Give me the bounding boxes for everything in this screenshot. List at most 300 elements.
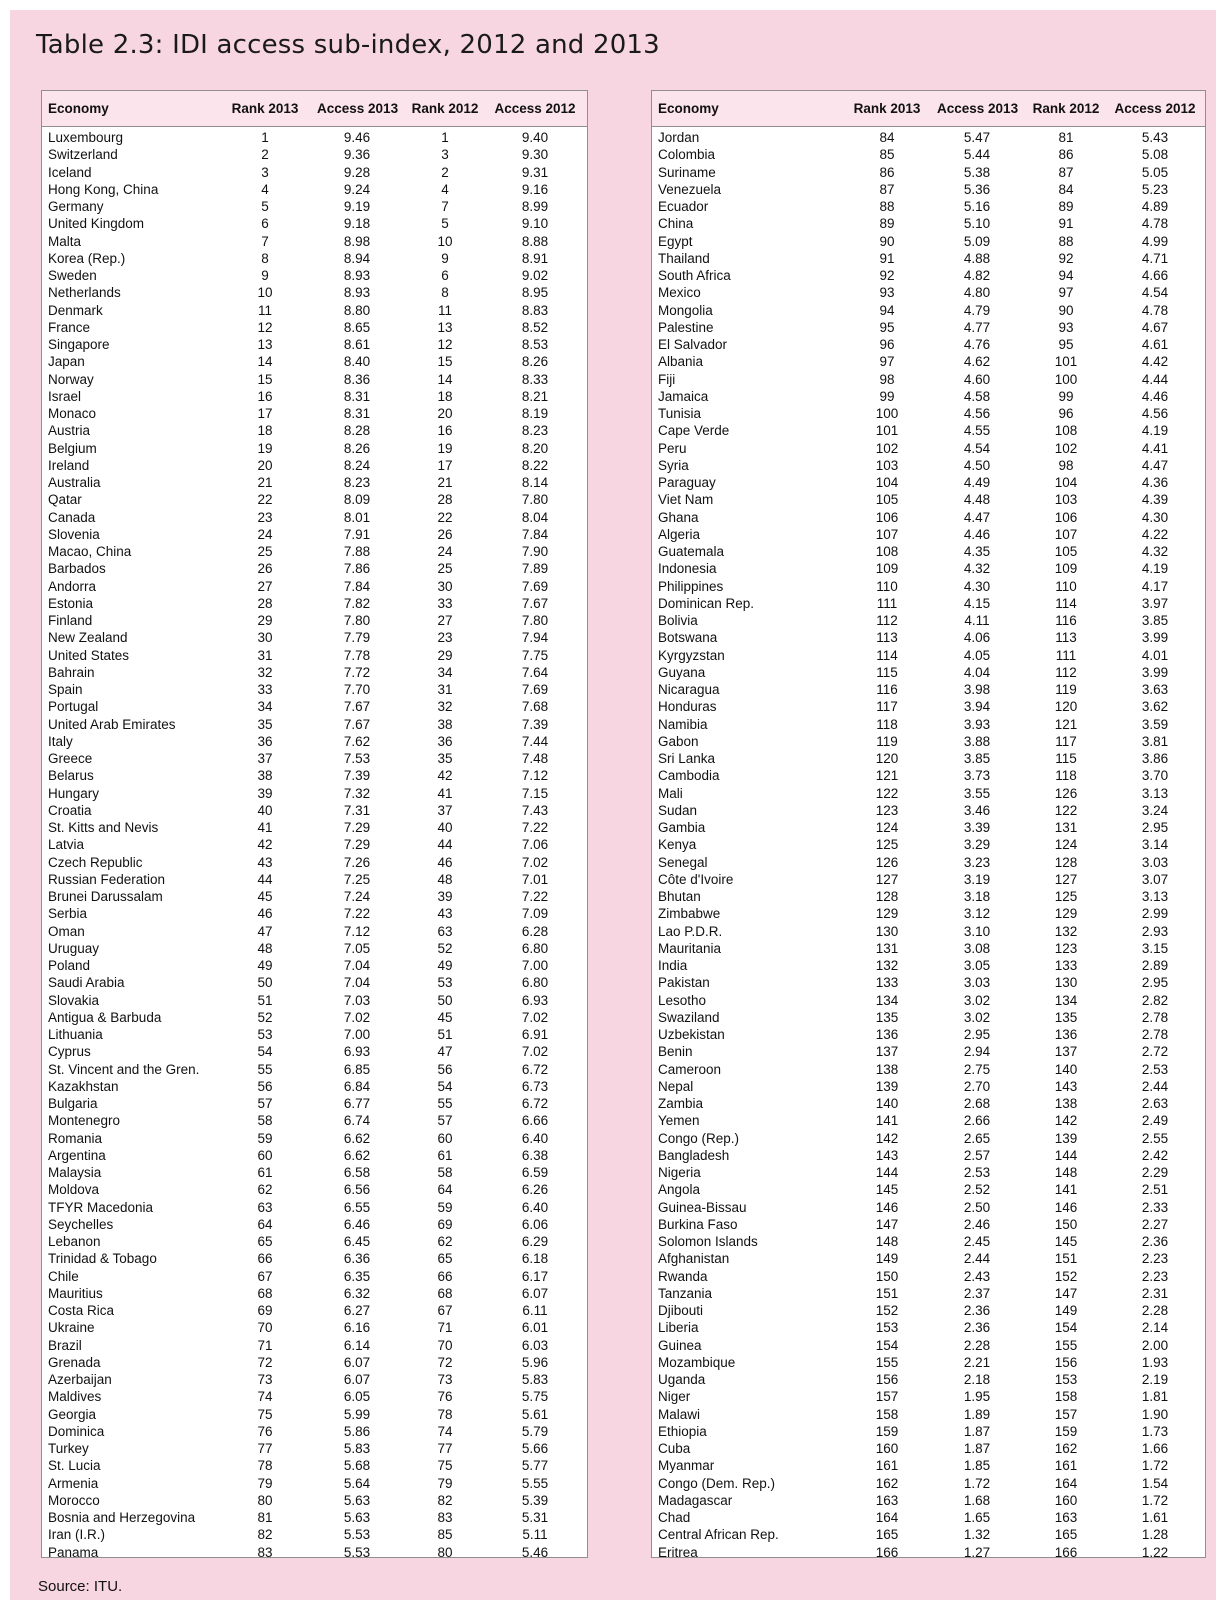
access-2012-cell: 7.15 [521, 785, 549, 801]
access-2013-cell: 4.32 [963, 561, 991, 577]
economy-cell: Bolivia [658, 613, 698, 628]
header-rank-2012: Rank 2012 [411, 101, 479, 116]
table-row [42, 250, 587, 267]
rank-2012-cell: 115 [1055, 751, 1077, 766]
access-2012-cell: 7.90 [521, 544, 549, 559]
access-2012-cell: 6.07 [521, 1285, 549, 1301]
access-2012-cell: 4.22 [1141, 526, 1169, 542]
access-2012-cell: 2.78 [1141, 1009, 1169, 1025]
rank-2012-cell: 132 [1054, 923, 1078, 939]
access-2012-cell: 3.62 [1141, 699, 1169, 715]
access-2013-cell: 8.36 [343, 371, 371, 387]
access-2012-cell: 4.54 [1141, 285, 1169, 301]
rank-2013-cell: 89 [879, 216, 895, 232]
economy-cell: Georgia [48, 1406, 97, 1422]
rank-2013-cell: 34 [257, 699, 273, 715]
economy-cell: Benin [658, 1044, 693, 1060]
economy-cell: Ecuador [658, 199, 709, 214]
table-row [42, 888, 587, 905]
access-2013-cell: 7.70 [343, 682, 371, 697]
access-2013-cell: 4.50 [963, 457, 991, 473]
table-row [42, 905, 587, 922]
rank-2012-cell: 12 [437, 337, 453, 352]
access-2013-cell: 9.36 [343, 147, 371, 163]
rank-2012-cell: 33 [437, 595, 453, 611]
rank-2012-cell: 61 [437, 1147, 453, 1163]
access-2013-cell: 4.49 [963, 475, 991, 490]
rank-2013-cell: 72 [257, 1354, 273, 1370]
access-2012-cell: 7.48 [521, 751, 549, 766]
economy-cell: Korea (Rep.) [48, 250, 126, 266]
table-row [42, 871, 587, 888]
economy-cell: Zambia [658, 1096, 704, 1111]
rank-2013-cell: 142 [875, 1130, 899, 1146]
table-row [42, 698, 587, 715]
access-2013-cell: 7.04 [343, 958, 371, 973]
rank-2012-cell: 125 [1054, 889, 1078, 904]
access-2012-cell: 3.03 [1141, 854, 1169, 870]
rank-2013-cell: 120 [875, 751, 899, 766]
access-2013-cell: 7.26 [343, 854, 371, 870]
rank-2012-cell: 84 [1058, 181, 1074, 197]
table-row [42, 319, 587, 336]
access-2012-cell: 8.99 [521, 199, 549, 214]
table-row [652, 233, 1205, 250]
economy-cell: Myanmar [658, 1458, 715, 1474]
economy-cell: Uganda [658, 1372, 706, 1387]
economy-cell: Botswana [658, 630, 718, 646]
rank-2013-cell: 2 [261, 147, 269, 163]
access-2012-cell: 8.83 [521, 302, 549, 318]
rank-2012-cell: 143 [1054, 1078, 1078, 1094]
economy-cell: Kazakhstan [48, 1078, 119, 1094]
access-2013-cell: 9.46 [343, 130, 371, 145]
source-note: Source: ITU. [38, 1578, 123, 1595]
table-row [652, 491, 1205, 508]
table-row [652, 819, 1205, 836]
access-2013-cell: 2.53 [963, 1165, 991, 1180]
table-row [42, 198, 587, 215]
table-row [652, 1268, 1205, 1285]
table-row [42, 836, 587, 853]
rank-2012-cell: 32 [437, 699, 453, 715]
access-2013-cell: 7.22 [343, 906, 371, 922]
access-2012-cell: 6.06 [521, 1216, 549, 1232]
left-table [41, 90, 588, 1558]
access-2012-cell: 6.59 [521, 1165, 549, 1180]
economy-cell: Mauritius [48, 1285, 103, 1301]
access-2013-cell: 6.45 [343, 1234, 371, 1249]
table-row [652, 215, 1205, 232]
access-2012-cell: 7.06 [521, 837, 549, 853]
rank-2013-cell: 106 [875, 509, 899, 525]
economy-cell: Sri Lanka [658, 751, 716, 766]
table-row [652, 716, 1205, 733]
rank-2012-cell: 134 [1054, 992, 1078, 1008]
table-row [42, 1250, 587, 1267]
access-2012-cell: 8.95 [521, 285, 549, 301]
economy-cell: Kyrgyzstan [658, 647, 725, 663]
header-access-2013: Access 2013 [937, 101, 1019, 116]
rank-2013-cell: 107 [875, 526, 899, 542]
economy-cell: Poland [48, 958, 91, 973]
access-2012-cell: 5.05 [1141, 164, 1169, 180]
rank-2013-cell: 62 [257, 1182, 273, 1198]
rank-2012-cell: 78 [437, 1406, 453, 1422]
economy-cell: Russian Federation [48, 871, 166, 887]
table-row [652, 543, 1205, 560]
rank-2013-cell: 104 [875, 475, 899, 490]
rank-2012-cell: 52 [437, 940, 453, 956]
access-2013-cell: 1.87 [963, 1441, 991, 1456]
access-2013-cell: 4.46 [963, 526, 991, 542]
access-2013-cell: 2.21 [963, 1354, 991, 1370]
rank-2012-cell: 105 [1054, 544, 1078, 559]
economy-cell: Japan [48, 354, 85, 370]
rank-2012-cell: 163 [1054, 1510, 1078, 1525]
rank-2013-cell: 54 [257, 1044, 273, 1060]
access-2013-cell: 6.62 [343, 1147, 371, 1163]
rank-2012-cell: 102 [1054, 440, 1078, 456]
rank-2012-cell: 97 [1058, 285, 1074, 301]
table-row [652, 1164, 1205, 1181]
access-2013-cell: 7.05 [343, 940, 371, 956]
access-2012-cell: 8.53 [521, 337, 549, 352]
economy-cell: Qatar [48, 492, 82, 508]
economy-cell: Indonesia [658, 561, 717, 577]
table-row [652, 905, 1205, 922]
rank-2012-cell: 166 [1054, 1544, 1078, 1560]
table-row [42, 388, 587, 405]
rank-2013-cell: 162 [875, 1475, 899, 1491]
access-2013-cell: 7.29 [343, 820, 371, 835]
access-2013-cell: 3.88 [963, 733, 991, 749]
rank-2012-cell: 103 [1054, 492, 1078, 508]
economy-cell: Bahrain [48, 664, 95, 680]
rank-2012-cell: 141 [1054, 1182, 1078, 1198]
table-row [42, 1061, 587, 1078]
rank-2013-cell: 116 [876, 682, 898, 697]
rank-2012-cell: 16 [437, 423, 453, 439]
economy-cell: Rwanda [658, 1268, 708, 1284]
economy-cell: Malawi [658, 1406, 701, 1422]
economy-cell: Lesotho [658, 992, 707, 1008]
table-row [42, 767, 587, 784]
rank-2013-cell: 161 [875, 1458, 899, 1474]
access-2012-cell: 5.46 [521, 1544, 549, 1560]
access-2013-cell: 3.12 [963, 906, 991, 922]
access-2012-cell: 4.30 [1141, 509, 1169, 525]
access-2013-cell: 9.28 [343, 164, 371, 180]
economy-cell: Cyprus [48, 1044, 91, 1060]
access-2013-cell: 4.79 [963, 302, 991, 318]
access-2013-cell: 3.29 [963, 837, 991, 853]
table-row [652, 457, 1205, 474]
rank-2012-cell: 9 [441, 250, 449, 266]
rank-2012-cell: 70 [437, 1337, 453, 1353]
access-2013-cell: 7.88 [343, 544, 371, 559]
access-2013-cell: 5.99 [343, 1406, 371, 1422]
rank-2012-cell: 106 [1054, 509, 1078, 525]
access-2012-cell: 7.44 [521, 733, 549, 749]
rank-2013-cell: 41 [257, 820, 273, 835]
right-table [651, 90, 1206, 1558]
rank-2013-cell: 10 [257, 285, 273, 301]
table-row [42, 716, 587, 733]
rank-2013-cell: 165 [875, 1527, 899, 1543]
economy-cell: Switzerland [48, 147, 118, 163]
table-row [652, 1112, 1205, 1129]
access-2012-cell: 7.75 [521, 647, 549, 663]
access-2012-cell: 6.80 [521, 940, 549, 956]
access-2013-cell: 1.27 [963, 1544, 991, 1560]
table-row [652, 267, 1205, 284]
rank-2013-cell: 151 [875, 1285, 899, 1301]
economy-cell: United States [48, 647, 130, 663]
table-row [652, 1388, 1205, 1405]
economy-cell: Palestine [658, 319, 714, 335]
access-2013-cell: 7.91 [343, 526, 371, 542]
header-access-2013: Access 2013 [317, 101, 399, 116]
economy-cell: Slovenia [48, 526, 100, 542]
access-2013-cell: 7.82 [343, 595, 371, 611]
rank-2012-cell: 76 [437, 1389, 453, 1405]
table-row [652, 647, 1205, 664]
economy-cell: Sweden [48, 268, 97, 283]
table-row [652, 923, 1205, 940]
economy-cell: China [658, 216, 694, 232]
access-2012-cell: 2.95 [1141, 975, 1169, 991]
rank-2012-cell: 43 [437, 906, 453, 922]
table-row [652, 992, 1205, 1009]
access-2013-cell: 7.12 [343, 923, 371, 939]
table-row [42, 1043, 587, 1060]
access-2012-cell: 4.71 [1141, 250, 1169, 266]
access-2013-cell: 3.02 [963, 992, 991, 1008]
economy-cell: Panama [48, 1544, 99, 1560]
access-2013-cell: 6.46 [343, 1216, 371, 1232]
rank-2013-cell: 29 [257, 613, 273, 628]
economy-cell: Hungary [48, 785, 100, 801]
table-row [652, 1492, 1205, 1509]
rank-2013-cell: 127 [875, 871, 899, 887]
rank-2012-cell: 152 [1054, 1268, 1078, 1284]
table-row [42, 1319, 587, 1336]
access-2012-cell: 4.44 [1141, 371, 1169, 387]
access-2013-cell: 6.36 [343, 1251, 371, 1267]
economy-cell: South Africa [658, 268, 731, 283]
access-2013-cell: 2.36 [963, 1303, 991, 1318]
access-2012-cell: 2.49 [1141, 1113, 1169, 1129]
rank-2012-cell: 10 [437, 233, 453, 249]
access-2012-cell: 3.13 [1141, 785, 1169, 801]
access-2013-cell: 7.32 [343, 785, 371, 801]
economy-cell: Hong Kong, China [48, 181, 159, 197]
access-2012-cell: 2.78 [1141, 1027, 1169, 1042]
table-row [652, 1095, 1205, 1112]
economy-cell: Côte d'Ivoire [658, 871, 734, 887]
rank-2013-cell: 110 [876, 578, 898, 594]
access-2012-cell: 2.63 [1141, 1096, 1169, 1111]
access-2012-cell: 1.72 [1141, 1458, 1169, 1474]
access-2013-cell: 2.45 [963, 1234, 991, 1249]
access-2012-cell: 8.20 [521, 440, 549, 456]
rank-2012-cell: 111 [1055, 647, 1077, 663]
rank-2012-cell: 11 [437, 302, 452, 318]
access-2012-cell: 3.85 [1141, 613, 1169, 628]
access-2012-cell: 2.42 [1141, 1147, 1169, 1163]
table-row [42, 750, 587, 767]
access-2013-cell: 8.23 [343, 475, 371, 490]
rank-2012-cell: 53 [437, 975, 453, 991]
access-2013-cell: 4.05 [963, 647, 991, 663]
access-2012-cell: 6.26 [521, 1182, 549, 1198]
rank-2012-cell: 54 [437, 1078, 453, 1094]
rank-2013-cell: 11 [257, 302, 272, 318]
access-2012-cell: 4.66 [1141, 268, 1169, 283]
rank-2012-cell: 156 [1054, 1354, 1078, 1370]
rank-2013-cell: 42 [257, 837, 273, 853]
rank-2013-cell: 158 [875, 1406, 899, 1422]
economy-cell: Central African Rep. [658, 1527, 779, 1543]
access-2013-cell: 6.14 [343, 1337, 371, 1353]
economy-cell: Mexico [658, 285, 701, 301]
rank-2013-cell: 86 [879, 164, 895, 180]
table-row [42, 940, 587, 957]
access-2013-cell: 2.65 [963, 1130, 991, 1146]
table-row [42, 1095, 587, 1112]
economy-cell: Jordan [658, 130, 700, 145]
table-row [652, 388, 1205, 405]
access-2012-cell: 4.89 [1141, 199, 1169, 214]
economy-cell: Estonia [48, 595, 94, 611]
economy-cell: Tunisia [658, 406, 702, 421]
rank-2012-cell: 119 [1055, 682, 1077, 697]
rank-2012-cell: 87 [1058, 164, 1074, 180]
access-2013-cell: 4.60 [963, 371, 991, 387]
economy-cell: Bangladesh [658, 1147, 730, 1163]
economy-cell: Latvia [48, 837, 85, 853]
table-row [652, 802, 1205, 819]
rank-2013-cell: 48 [257, 940, 273, 956]
access-2012-cell: 6.03 [521, 1337, 549, 1353]
access-2013-cell: 8.28 [343, 423, 371, 439]
table-row [42, 802, 587, 819]
access-2012-cell: 7.02 [521, 1009, 549, 1025]
rank-2012-cell: 85 [437, 1527, 453, 1543]
economy-cell: Viet Nam [658, 492, 714, 508]
rank-2012-cell: 83 [437, 1510, 453, 1525]
table-row [652, 1216, 1205, 1233]
rank-2013-cell: 97 [879, 354, 895, 370]
economy-cell: Syria [658, 457, 689, 473]
economy-cell: Algeria [658, 526, 701, 542]
rank-2012-cell: 37 [437, 802, 453, 818]
access-2012-cell: 3.07 [1141, 871, 1169, 887]
rank-2012-cell: 127 [1054, 871, 1078, 887]
rank-2012-cell: 98 [1058, 457, 1074, 473]
rank-2012-cell: 107 [1054, 526, 1078, 542]
rank-2013-cell: 112 [876, 613, 898, 628]
table-row [652, 129, 1205, 146]
access-2013-cell: 4.15 [963, 595, 991, 611]
economy-cell: Djibouti [658, 1303, 704, 1318]
access-2013-cell: 2.94 [963, 1044, 991, 1060]
rank-2013-cell: 119 [876, 733, 898, 749]
rank-2013-cell: 16 [257, 388, 273, 404]
access-2012-cell: 3.15 [1141, 940, 1169, 956]
economy-cell: Suriname [658, 164, 716, 180]
rank-2012-cell: 19 [437, 440, 453, 456]
table-row [652, 733, 1205, 750]
table-row [652, 422, 1205, 439]
rank-2012-cell: 46 [437, 854, 453, 870]
rank-2013-cell: 30 [257, 630, 273, 646]
access-2013-cell: 8.61 [343, 337, 371, 352]
access-2013-cell: 7.86 [343, 561, 371, 577]
access-2013-cell: 6.93 [343, 1044, 371, 1060]
rank-2012-cell: 50 [437, 992, 453, 1008]
table-row [42, 1544, 587, 1561]
access-2012-cell: 6.93 [521, 992, 549, 1008]
access-2013-cell: 8.98 [343, 233, 371, 249]
access-2012-cell: 3.59 [1141, 716, 1169, 732]
economy-cell: Chad [658, 1510, 691, 1525]
rank-2013-cell: 128 [875, 889, 899, 904]
access-2012-cell: 5.61 [521, 1406, 549, 1422]
rank-2013-cell: 117 [876, 699, 898, 715]
rank-2013-cell: 83 [257, 1544, 273, 1560]
access-2013-cell: 7.29 [343, 837, 371, 853]
table-row [652, 1078, 1205, 1095]
table-row [652, 1130, 1205, 1147]
rank-2013-cell: 91 [879, 250, 895, 266]
table-row [652, 405, 1205, 422]
header-economy: Economy [658, 101, 719, 116]
access-2012-cell: 4.56 [1141, 406, 1169, 421]
rank-2012-cell: 113 [1055, 630, 1077, 646]
access-2013-cell: 7.02 [343, 1009, 371, 1025]
economy-cell: Cape Verde [658, 423, 730, 439]
economy-cell: Turkey [48, 1441, 89, 1456]
access-2012-cell: 4.19 [1141, 423, 1169, 439]
rank-2012-cell: 56 [437, 1061, 453, 1077]
access-2012-cell: 3.63 [1141, 682, 1169, 697]
rank-2012-cell: 29 [437, 647, 453, 663]
rank-2012-cell: 114 [1055, 595, 1077, 611]
access-2013-cell: 3.18 [963, 889, 991, 904]
table-row [42, 1440, 587, 1457]
economy-cell: Mozambique [658, 1354, 736, 1370]
rank-2013-cell: 59 [257, 1130, 273, 1146]
economy-cell: Yemen [658, 1113, 700, 1129]
rank-2012-cell: 26 [437, 526, 453, 542]
rank-2013-cell: 33 [257, 682, 273, 697]
rank-2013-cell: 87 [879, 181, 895, 197]
economy-cell: Congo (Rep.) [658, 1130, 740, 1146]
economy-cell: Macao, China [48, 544, 132, 559]
access-2012-cell: 2.23 [1141, 1268, 1169, 1284]
rank-2013-cell: 108 [875, 544, 899, 559]
rank-2013-cell: 137 [875, 1044, 899, 1060]
rank-2012-cell: 40 [437, 820, 453, 835]
access-2013-cell: 1.87 [963, 1423, 991, 1439]
economy-cell: Kenya [658, 837, 697, 853]
rank-2012-cell: 96 [1058, 406, 1074, 421]
access-2012-cell: 1.93 [1141, 1354, 1169, 1370]
rank-2012-cell: 160 [1054, 1492, 1078, 1508]
economy-cell: Azerbaijan [48, 1372, 112, 1387]
